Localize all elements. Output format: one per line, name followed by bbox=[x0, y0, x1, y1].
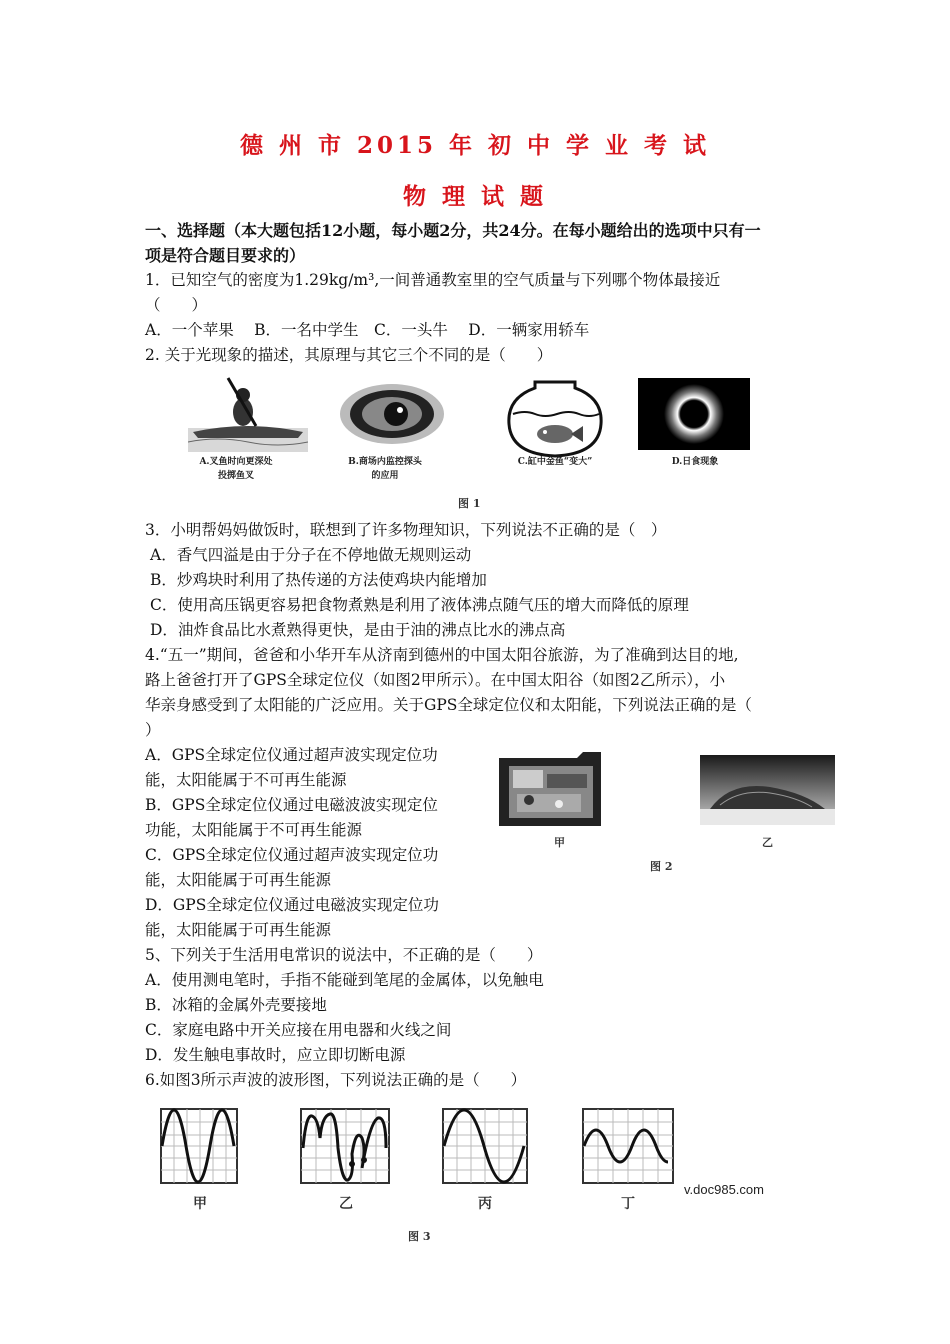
figure3-label-jia: 甲 bbox=[193, 1196, 207, 1212]
figure2-label: 图 2 bbox=[650, 860, 673, 873]
q4-option-d-line2: 能，太阳能属于可再生能源 bbox=[145, 921, 332, 939]
figure2-label-jia: 甲 bbox=[554, 836, 565, 849]
figure2-solar-valley bbox=[700, 755, 835, 825]
q2-stem: 2. 关于光现象的描述，其原理与其它三个不同的是（ ） bbox=[145, 346, 553, 364]
figure3-label-yi: 乙 bbox=[339, 1196, 353, 1212]
q1-stem: 1．已知空气的密度为1.29kg/m³,一间普通教室里的空气质量与下列哪个物体最接近 bbox=[145, 271, 721, 289]
figure3-waveform-yi bbox=[300, 1108, 390, 1184]
figure3-waveform-bing bbox=[442, 1108, 528, 1184]
q6-stem: 6.如图3所示声波的波形图，下列说法正确的是（ ） bbox=[145, 1071, 527, 1089]
figure3-waveform-jia bbox=[160, 1108, 238, 1184]
figure1-image-c bbox=[505, 378, 605, 458]
q4-option-d-line1: D．GPS全球定位仪通过电磁波实现定位功 bbox=[145, 896, 439, 914]
q4-option-c-line1: C．GPS全球定位仪通过超声波实现定位功 bbox=[145, 846, 439, 864]
figure1-image-d bbox=[638, 378, 750, 450]
watermark-text: v.doc985.com bbox=[684, 1182, 764, 1197]
q4-option-b-line1: B．GPS全球定位仪通过电磁波波实现定位 bbox=[145, 796, 438, 814]
q3-stem: 3．小明帮妈妈做饭时，联想到了许多物理知识，下列说法不正确的是（ ） bbox=[145, 521, 667, 539]
figure3-waveform-ding bbox=[582, 1108, 674, 1184]
q5-stem: 5、下列关于生活用电常识的说法中，不正确的是（ ） bbox=[145, 946, 543, 964]
q4-stem-line1: 4.“五一”期间，爸爸和小华开车从济南到德州的中国太阳谷旅游，为了准确到达目的地, bbox=[145, 646, 739, 664]
figure1-caption-b: B.商场内监控探头的应用 bbox=[348, 457, 422, 481]
q4-stem-line4: ） bbox=[145, 721, 161, 739]
q3-option-c: C．使用高压锅更容易把食物煮熟是利用了液体沸点随气压的增大而降低的原理 bbox=[150, 596, 689, 614]
figure3-label-bing: 丙 bbox=[478, 1196, 492, 1212]
figure3-label: 图 3 bbox=[408, 1230, 431, 1243]
q1-options: A．一个苹果 B．一名中学生 C．一头牛 D．一辆家用轿车 bbox=[145, 321, 590, 339]
q5-option-d: D．发生触电事故时，应立即切断电源 bbox=[145, 1046, 406, 1064]
q5-option-b: B．冰箱的金属外壳要接地 bbox=[145, 996, 327, 1014]
figure1-image-a bbox=[188, 376, 308, 452]
exam-title: 德 州 市 2015 年 初 中 学 业 考 试 bbox=[239, 132, 711, 159]
q1-paren: （ ） bbox=[145, 296, 208, 314]
figure1-label: 图 1 bbox=[458, 497, 481, 510]
section-heading-line1: 一、选择题（本大题包括12小题，每小题2分，共24分。在每小题给出的选项中只有一 bbox=[145, 221, 761, 240]
q4-option-b-line2: 功能，太阳能属于不可再生能源 bbox=[145, 821, 363, 839]
q4-option-c-line2: 能，太阳能属于可再生能源 bbox=[145, 871, 332, 889]
figure1-caption-d: D.日食现象 bbox=[671, 457, 719, 467]
figure1-caption-a: A.叉鱼时向更深处投掷鱼叉 bbox=[199, 457, 273, 481]
q5-option-a: A．使用测电笔时，手指不能碰到笔尾的金属体，以免触电 bbox=[145, 971, 544, 989]
figure1-caption-c: C.缸中金鱼“变大” bbox=[517, 457, 593, 467]
section-heading-line2: 项是符合题目要求的） bbox=[145, 246, 306, 265]
q4-option-a-line2: 能，太阳能属于不可再生能源 bbox=[145, 771, 347, 789]
q5-option-c: C．家庭电路中开关应接在用电器和火线之间 bbox=[145, 1021, 452, 1039]
figure1-image-b bbox=[338, 384, 446, 448]
q4-stem-line2: 路上爸爸打开了GPS全球定位仪（如图2甲所示）。在中国太阳谷（如图2乙所示），小 bbox=[145, 671, 726, 689]
q3-option-b: B．炒鸡块时利用了热传递的方法使鸡块内能增加 bbox=[150, 571, 487, 589]
exam-subtitle: 物 理 试 题 bbox=[402, 183, 548, 210]
q3-option-d: D．油炸食品比水煮熟得更快，是由于油的沸点比水的沸点高 bbox=[150, 621, 566, 639]
figure2-label-yi: 乙 bbox=[762, 836, 773, 849]
q3-option-a: A．香气四溢是由于分子在不停地做无规则运动 bbox=[150, 546, 472, 564]
q4-stem-line3: 华亲身感受到了太阳能的广泛应用。关于GPS全球定位仪和太阳能，下列说法正确的是（ bbox=[145, 696, 752, 714]
figure3-label-ding: 丁 bbox=[621, 1196, 635, 1212]
figure2-gps-device bbox=[497, 752, 603, 826]
q4-option-a-line1: A．GPS全球定位仪通过超声波实现定位功 bbox=[145, 746, 438, 764]
